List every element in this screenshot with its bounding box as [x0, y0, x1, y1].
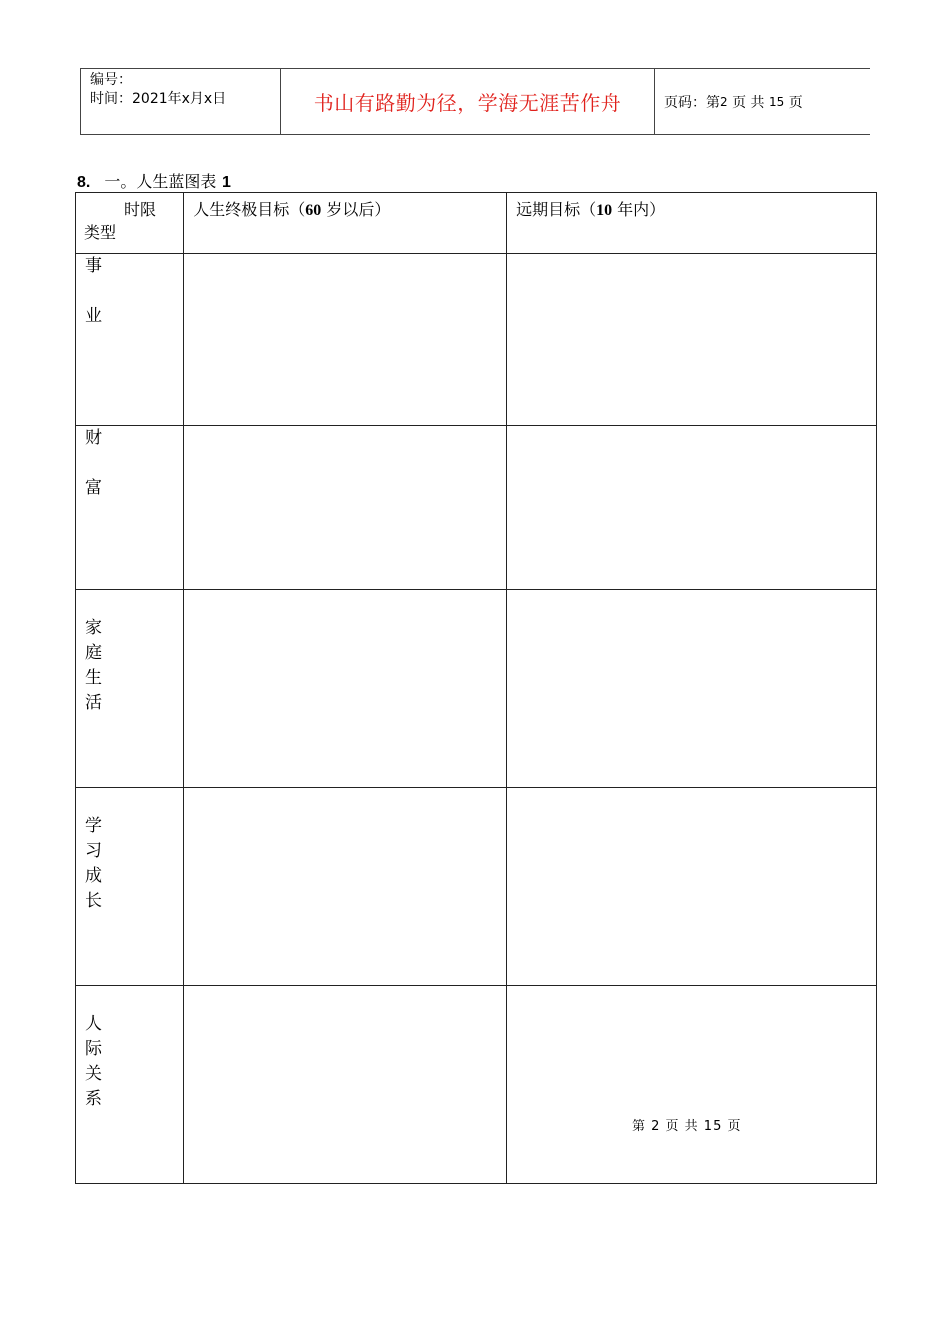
category-char: 关: [85, 1064, 102, 1084]
long-term-goal-cell[interactable]: [507, 788, 877, 986]
section-number: 8.: [77, 174, 91, 191]
ultimate-goal-header: [184, 193, 507, 254]
ultimate-goal-cell[interactable]: [184, 788, 507, 986]
col3-num: 10: [596, 202, 613, 219]
time-label: 时间：2021年x月x日: [90, 91, 227, 107]
table-row: [76, 590, 877, 788]
number-label: 编号：: [90, 72, 132, 88]
category-char: 成: [85, 866, 102, 886]
page-mid: 页 共: [732, 94, 765, 111]
section-title-text: 一。人生蓝图表: [104, 172, 217, 191]
long-term-goal-cell[interactable]: [507, 426, 877, 590]
category-char: 习: [85, 841, 102, 861]
category-cell-relationships: [76, 986, 184, 1184]
ultimate-goal-cell[interactable]: [184, 590, 507, 788]
category-cell-career: [76, 254, 184, 426]
category-char: 财: [85, 428, 102, 448]
section-title: [77, 169, 231, 192]
header-meta-cell: [80, 69, 281, 134]
category-cell-family-life: [76, 590, 184, 788]
col2-prefix: 人生终极目标（: [193, 200, 306, 219]
motto: 书山有路勤为径，学海无涯苦作舟: [313, 91, 622, 115]
page-total: 15: [769, 94, 785, 109]
header-page-cell: [655, 69, 870, 134]
category-char: 富: [85, 478, 102, 498]
header-motto-cell: [281, 69, 655, 134]
table-row: [76, 788, 877, 986]
col3-prefix: 远期目标（: [516, 200, 597, 219]
table-row: [76, 254, 877, 426]
category-char: 学: [85, 816, 102, 836]
col2-suffix: 岁以后）: [326, 200, 391, 219]
page-suffix: 页: [788, 94, 803, 111]
col3-suffix: 年内）: [617, 200, 666, 219]
section-title-num: 1: [221, 174, 231, 191]
category-char: 事: [85, 256, 102, 276]
ultimate-goal-cell[interactable]: [184, 254, 507, 426]
table-header-row: [76, 193, 877, 254]
ultimate-goal-cell[interactable]: [184, 986, 507, 1184]
category-char: 业: [85, 306, 102, 326]
page-current: 2: [720, 94, 728, 109]
category-char: 活: [85, 693, 102, 713]
category-cell-learning: [76, 788, 184, 986]
long-term-goal-cell[interactable]: [507, 986, 877, 1184]
ultimate-goal-cell[interactable]: [184, 426, 507, 590]
corner-top-label: 时限: [124, 200, 157, 219]
page-prefix: 页码：第: [664, 94, 720, 111]
life-blueprint-table: [75, 192, 877, 1184]
long-term-goal-cell[interactable]: [507, 590, 877, 788]
category-char: 系: [85, 1089, 102, 1109]
corner-bottom-label: 类型: [84, 223, 117, 242]
corner-header-cell: [76, 193, 184, 254]
category-char: 人: [85, 1014, 102, 1034]
page-footer: 第 2 页 共 15 页: [632, 1119, 742, 1134]
category-char: 生: [85, 668, 102, 688]
category-char: 长: [85, 891, 102, 911]
category-cell-wealth: [76, 426, 184, 590]
long-term-goal-header: [507, 193, 877, 254]
table-row: [76, 426, 877, 590]
category-char: 庭: [85, 643, 102, 663]
col2-num: 60: [305, 202, 322, 219]
table-row: [76, 986, 877, 1184]
category-char: 家: [85, 618, 102, 638]
category-char: 际: [85, 1039, 102, 1059]
document-header: [80, 68, 870, 135]
long-term-goal-cell[interactable]: [507, 254, 877, 426]
